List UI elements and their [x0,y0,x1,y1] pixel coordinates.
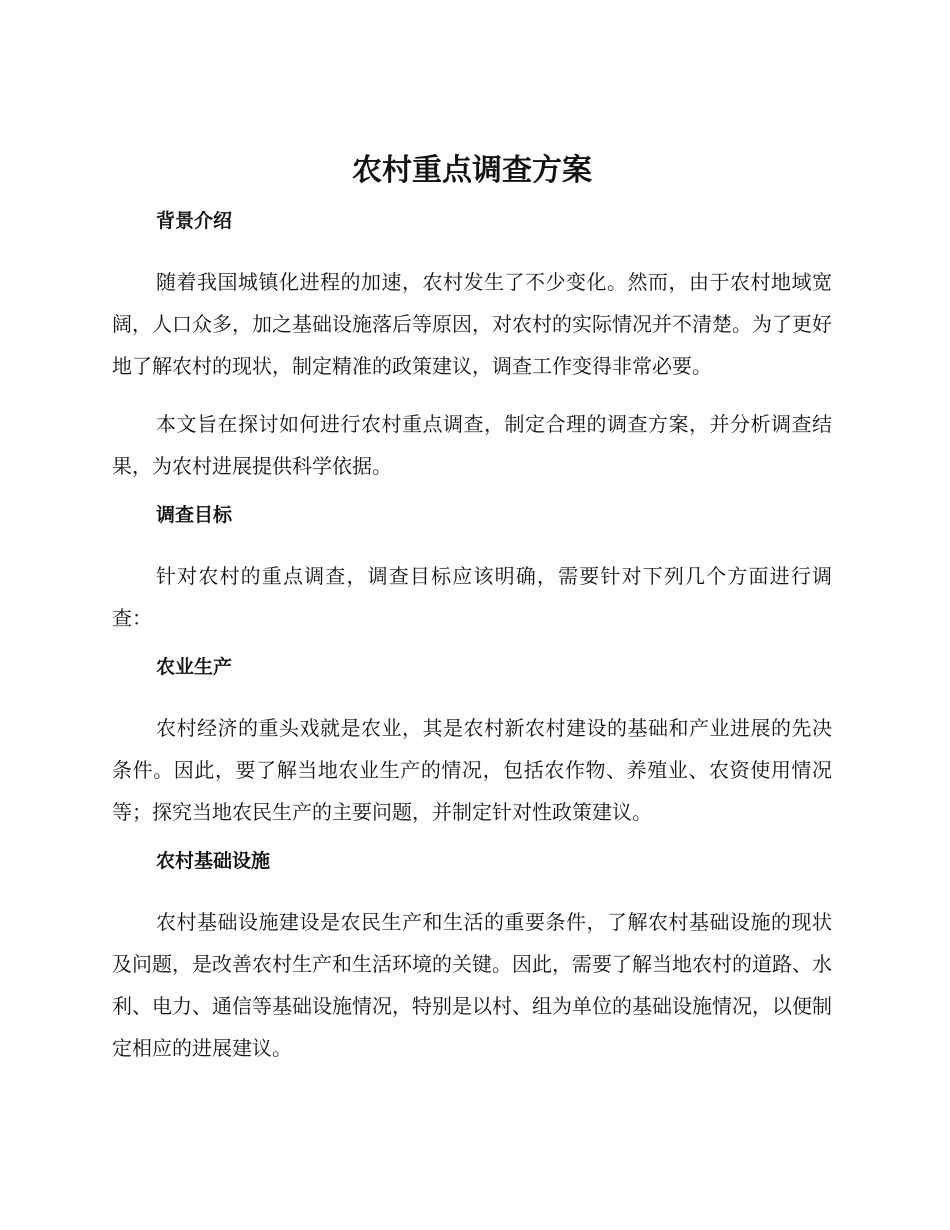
document-body [112,146,832,1069]
paragraph: 随着我国城镇化进程的加速，农村发生了不少变化。然而，由于农村地域宽阔，人口众多，加之基础设施落后等原因，对农村的实际情况并不清楚。为了更好地了解农村的现状，制定精准的政策建议，调查工作变得非常必要。 [112,270,832,378]
section-heading-objectives: 调查目标 [156,504,233,526]
section-heading-background: 背景介绍 [156,210,233,232]
document-title: 农村重点调查方案 [352,153,592,188]
paragraph: 农村基础设施建设是农民生产和生活的重要条件，了解农村基础设施的现状及问题，是改善农村生产和生活环境的关键。因此，需要了解当地农村的道路、水利、电力、通信等基础设施情况，特别是以村、组为单位的基础设施情况，以便制定相应的进展建议。 [112,910,832,1060]
paragraph: 针对农村的重点调查，调查目标应该明确，需要针对下列几个方面进行调查： [112,564,832,630]
section-heading-agriculture: 农业生产 [156,656,233,678]
section-heading-infrastructure: 农村基础设施 [156,850,271,872]
paragraph: 农村经济的重头戏就是农业，其是农村新农村建设的基础和产业进展的先决条件。因此，要了解当地农业生产的情况，包括农作物、养殖业、农资使用情况等；探究当地农民生产的主要问题，并制定针对性政策建议。 [112,716,832,824]
paragraph: 本文旨在探讨如何进行农村重点调查，制定合理的调查方案，并分析调查结果，为农村进展提供科学依据。 [112,412,832,478]
